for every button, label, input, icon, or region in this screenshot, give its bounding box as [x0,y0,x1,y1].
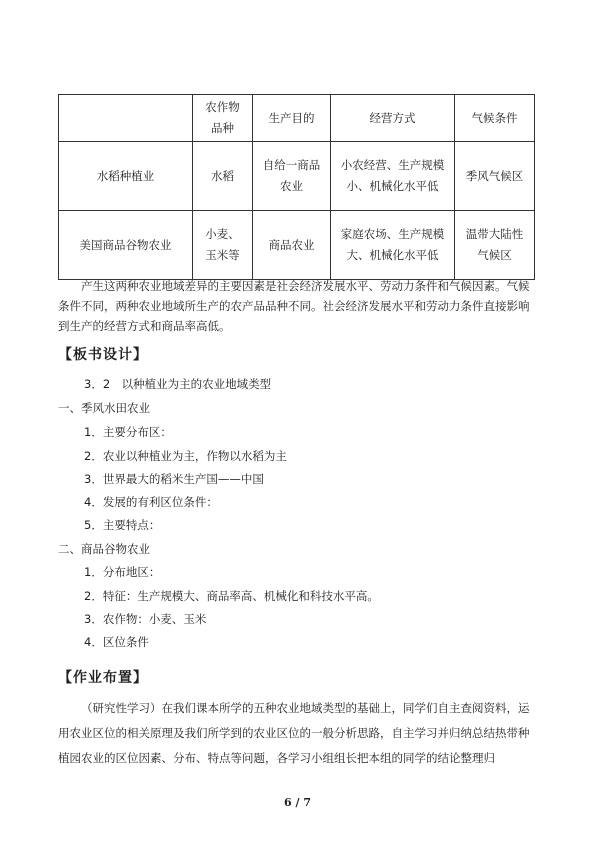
list-item: 2．特征：生产规模大、商品率高、机械化和科技水平高。 [84,589,379,603]
table-cell: 美国商品谷物农业 [59,211,193,280]
comparison-table [58,94,535,280]
list-item: 4．发展的有利区位条件： [84,495,218,509]
list-item: 5．主要特点： [84,518,161,532]
list-item: 3．农作物：小麦、玉米 [84,612,207,626]
table-header-cell: 经营方式 [331,95,455,142]
list-item: 1．分布地区： [84,565,161,579]
table-header-cell [59,95,193,142]
table-header-cell: 农作物品种 [193,95,253,142]
table-cell: 温带大陆性气候区 [455,211,535,280]
list-item: 3．世界最大的稻米生产国——中国 [84,472,264,486]
list-item: 4．区位条件 [84,635,149,649]
list-item: 2．农业以种植业为主，作物以水稻为主 [84,449,287,463]
table-cell: 家庭农场、生产规模大、机械化水平低 [331,211,455,280]
table-header-row [59,95,535,142]
table-cell: 季风气候区 [455,142,535,211]
table-cell: 水稻种植业 [59,142,193,211]
board-title: 3．2 以种植业为主的农业地域类型 [84,377,272,391]
section-heading: 一、季风水田农业 [58,401,150,415]
table-row [59,142,535,211]
table-cell: 小麦、玉米等 [193,211,253,280]
table-header-cell: 生产目的 [253,95,331,142]
board-design-heading: 【板书设计】 [58,347,148,363]
table-cell: 水稻 [193,142,253,211]
table-cell: 小农经营、生产规模小、机械化水平低 [331,142,455,211]
summary-paragraph: 产生这两种农业地域差异的主要因素是社会经济发展水平、劳动力条件和气候因素。气候条件不同，两种农业地域所生产的农产品品种不同。社会经济发展水平和劳动力条件直接影响到生产的经营方式和商品率高低。 [58,279,530,333]
table-row [59,211,535,280]
page-number: 6 / 7 [284,796,311,809]
homework-paragraph: （研究性学习）在我们课本所学的五种农业地域类型的基础上，同学们自主查阅资料，运用农业区位的相关原理及我们所学到的农业区位的一般分析思路，自主学习并归纳总结热带种植园农业的区位因素、分布、特点等问题，各学习小组组长把本组的同学的结论整理归 [58,701,530,765]
table-cell: 商品农业 [253,211,331,280]
table-header-cell: 气候条件 [455,95,535,142]
section-heading: 二、商品谷物农业 [58,542,150,556]
list-item: 1．主要分布区： [84,425,172,439]
table-cell: 自给一商品农业 [253,142,331,211]
homework-heading: 【作业布置】 [58,670,148,686]
